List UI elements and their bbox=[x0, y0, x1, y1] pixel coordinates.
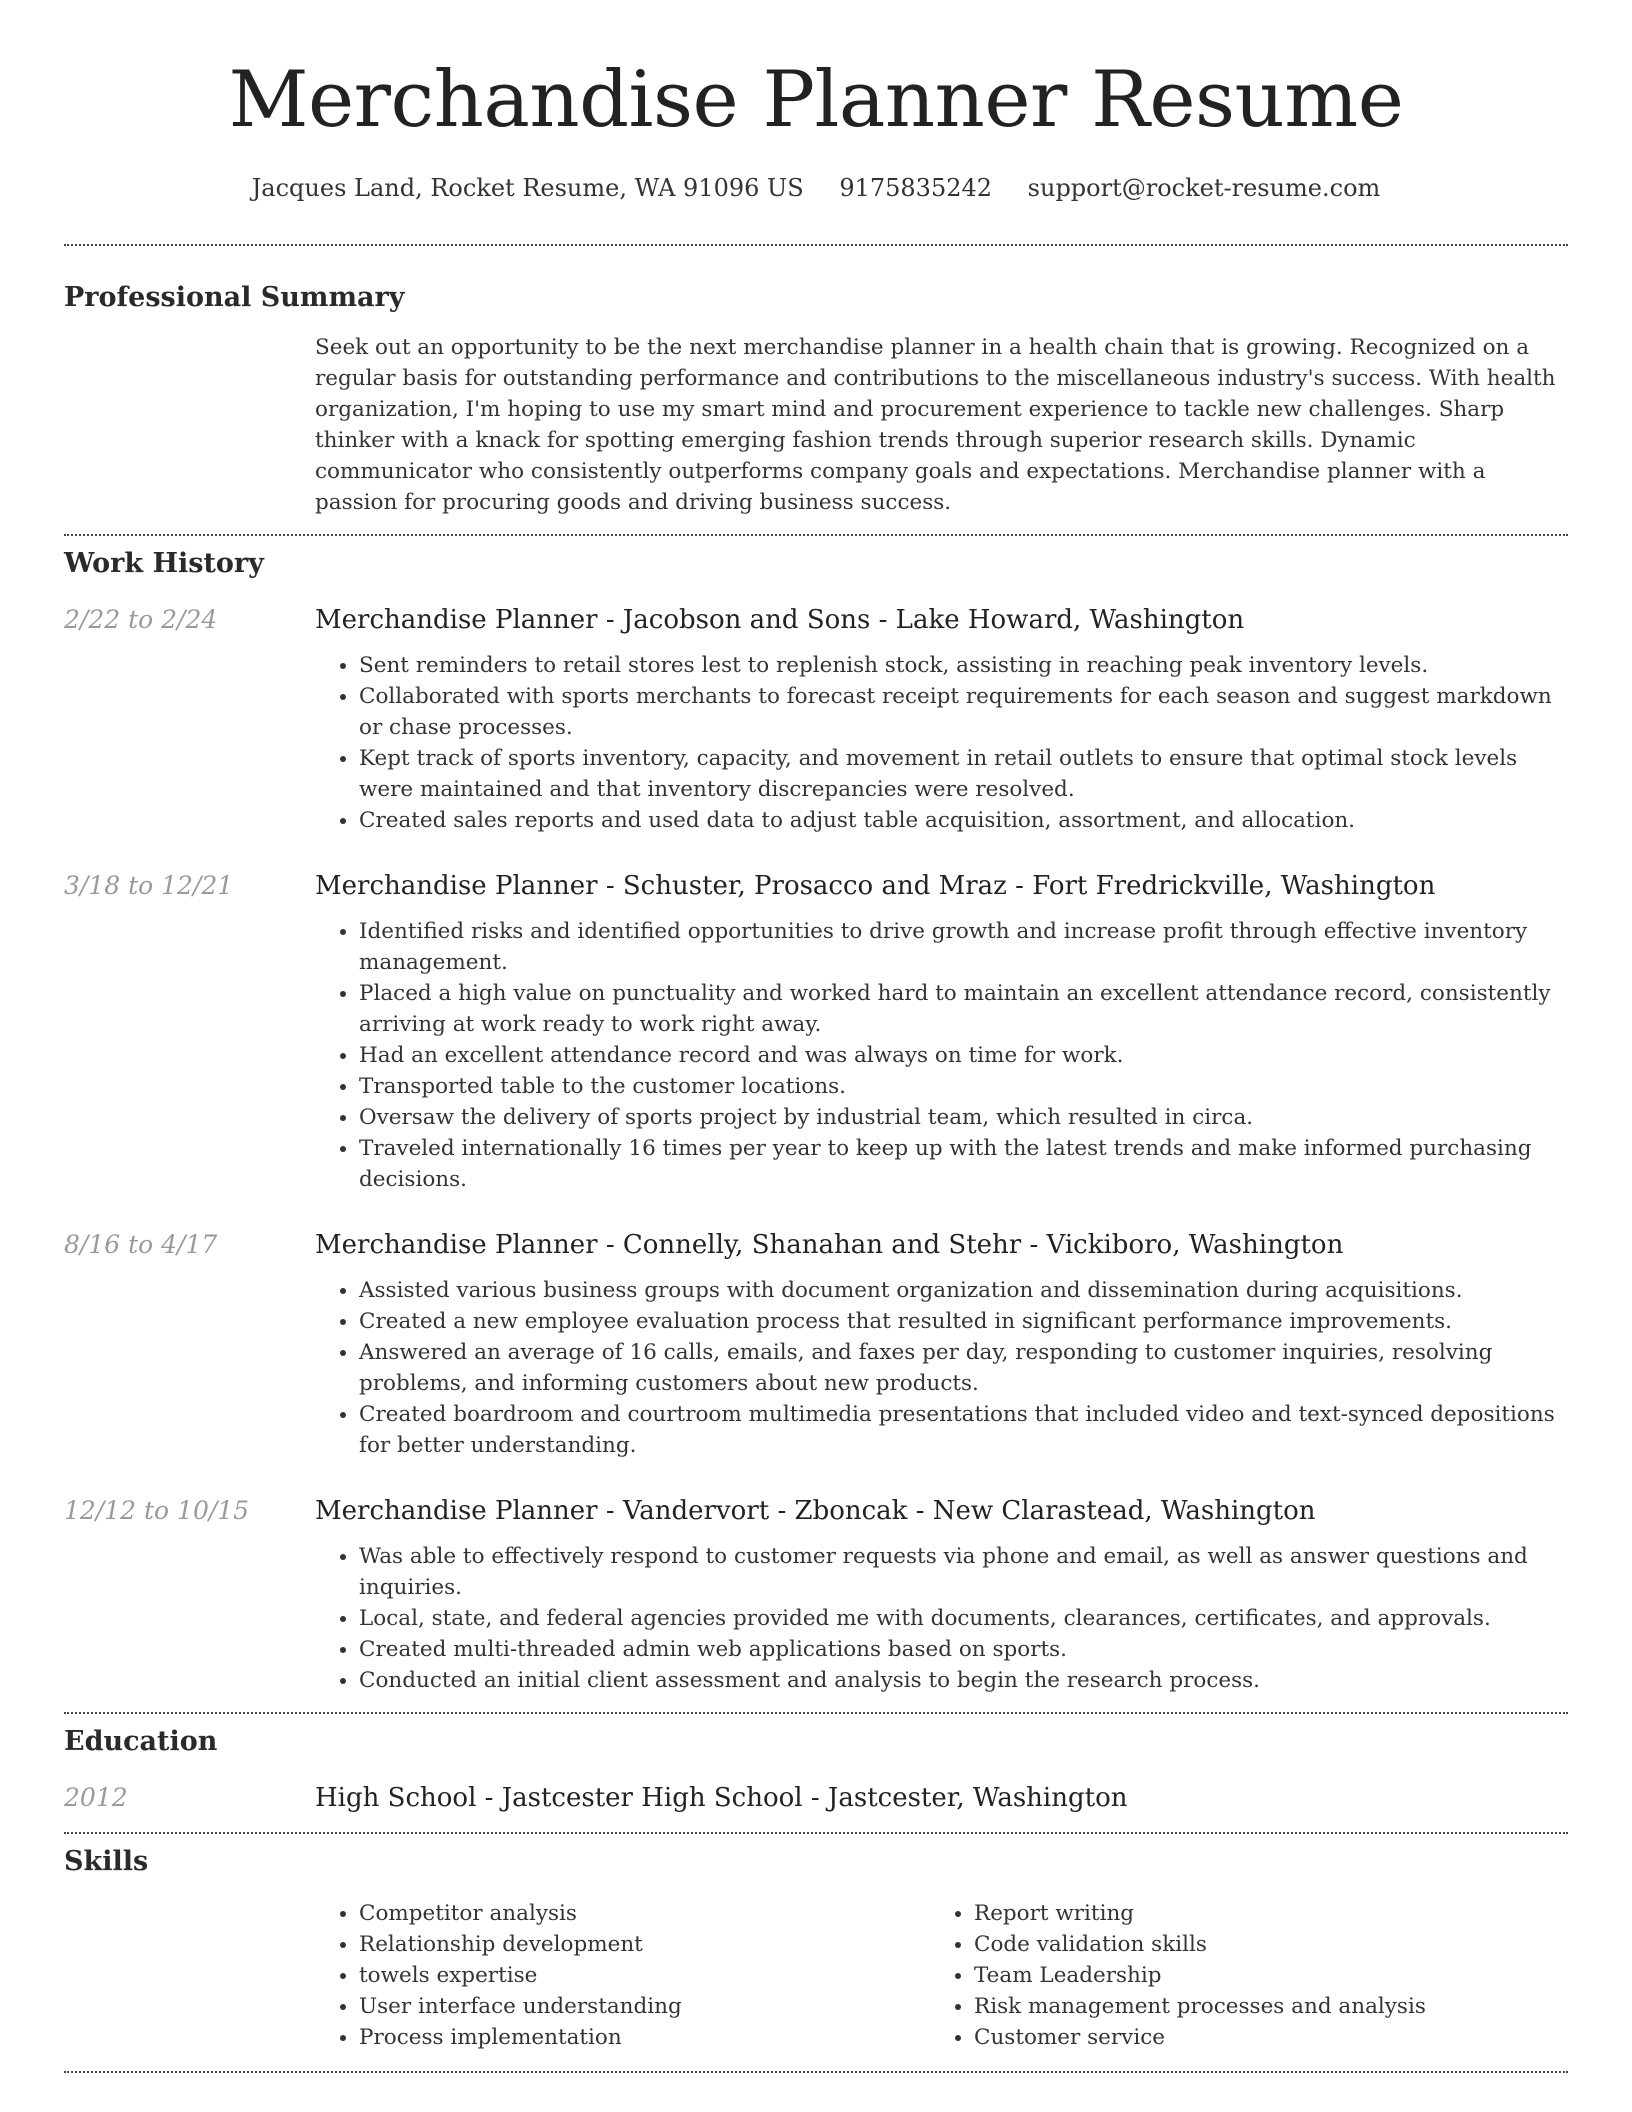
skill-item: • Team Leadership bbox=[974, 1960, 1545, 1991]
job-bullet: • Local, state, and federal agencies provided me with documents, clearances, certificates, and approvals. bbox=[359, 1603, 1568, 1634]
skills-list-left bbox=[315, 1898, 930, 2053]
work-history-section bbox=[64, 546, 1568, 1696]
job-bullets bbox=[315, 650, 1568, 836]
job-bullet: • Created multi-threaded admin web applications based on sports. bbox=[359, 1634, 1568, 1665]
skill-item: • Relationship development bbox=[359, 1929, 930, 1960]
job-entry bbox=[64, 868, 1568, 1195]
job-entry bbox=[64, 1493, 1568, 1696]
job-bullet: • Sent reminders to retail stores lest to replenish stock, assisting in reaching peak inventory levels. bbox=[359, 650, 1568, 681]
job-bullet: • Traveled internationally 16 times per year to keep up with the latest trends and make informed purchasing decisions. bbox=[359, 1133, 1568, 1195]
resume-title: Merchandise Planner Resume bbox=[228, 55, 1404, 145]
job-bullet: • Created sales reports and used data to adjust table acquisition, assortment, and allocation. bbox=[359, 805, 1568, 836]
section-title-education: Education bbox=[64, 1726, 218, 1757]
skill-item: • Customer service bbox=[974, 2022, 1545, 2053]
job-dates: 8/16 to 4/17 bbox=[64, 1230, 218, 1259]
skills-list-right bbox=[930, 1898, 1545, 2053]
job-title: Merchandise Planner - Schuster, Prosacco and Mraz - Fort Fredrickville, Washington bbox=[315, 871, 1436, 901]
job-bullet: • Oversaw the delivery of sports project by industrial team, which resulted in circa. bbox=[359, 1102, 1568, 1133]
job-dates: 12/12 to 10/15 bbox=[64, 1496, 250, 1525]
summary-text: Seek out an opportunity to be the next merchandise planner in a health chain that is growing. Recognized on a regular basis for outstanding performance and contributions to the miscellaneous industry's success. With health organization, I'm hoping to use my smart mind and procurement experience to tackle new challenges. Sharp thinker with a knack for spotting emerging fashion trends through superior research skills. Dynamic communicator who consistently outperforms company goals and expectations. Merchandise planner with a passion for procuring goods and driving business success. bbox=[315, 335, 1556, 515]
contact-phone: 9175835242 bbox=[839, 174, 993, 202]
divider bbox=[64, 1712, 1568, 1714]
job-bullet: • Had an excellent attendance record and was always on time for work. bbox=[359, 1040, 1568, 1071]
job-dates: 2/22 to 2/24 bbox=[64, 605, 218, 634]
job-bullet: • Was able to effectively respond to customer requests via phone and email, as well as answer questions and inquiries. bbox=[359, 1541, 1568, 1603]
job-entry bbox=[64, 1227, 1568, 1461]
divider bbox=[64, 1832, 1568, 1834]
divider bbox=[64, 534, 1568, 536]
job-bullet: • Answered an average of 16 calls, emails, and faxes per day, responding to customer inquiries, resolving problems, and informing customers about new products. bbox=[359, 1337, 1568, 1399]
section-title-skills: Skills bbox=[64, 1846, 149, 1877]
contact-email: support@rocket-resume.com bbox=[1027, 174, 1381, 202]
divider bbox=[64, 244, 1568, 246]
divider bbox=[64, 2071, 1568, 2073]
job-bullet: • Placed a high value on punctuality and worked hard to maintain an excellent attendance record, consistently arriving at work ready to work right away. bbox=[359, 978, 1568, 1040]
skill-item: • User interface understanding bbox=[359, 1991, 930, 2022]
skills-section bbox=[64, 1844, 1568, 2053]
contact-line bbox=[64, 170, 1568, 206]
job-title: Merchandise Planner - Vandervort - Zboncak - New Clarastead, Washington bbox=[315, 1496, 1316, 1526]
education-entry: High School - Jastcester High School - Jastcester, Washington bbox=[315, 1783, 1128, 1813]
skill-item: • Risk management processes and analysis bbox=[974, 1991, 1545, 2022]
contact-address: Jacques Land, Rocket Resume, WA 91096 US bbox=[251, 174, 804, 202]
job-bullet: • Conducted an initial client assessment and analysis to begin the research process. bbox=[359, 1665, 1568, 1696]
education-section bbox=[64, 1724, 1568, 1816]
job-bullet: • Collaborated with sports merchants to forecast receipt requirements for each season and suggest markdown or chase processes. bbox=[359, 681, 1568, 743]
job-bullet: • Transported table to the customer locations. bbox=[359, 1071, 1568, 1102]
education-year: 2012 bbox=[64, 1783, 128, 1812]
job-title: Merchandise Planner - Connelly, Shanahan and Stehr - Vickiboro, Washington bbox=[315, 1230, 1344, 1260]
job-bullets bbox=[315, 1541, 1568, 1696]
job-bullet: • Identified risks and identified opportunities to drive growth and increase profit through effective inventory management. bbox=[359, 916, 1568, 978]
job-title: Merchandise Planner - Jacobson and Sons - Lake Howard, Washington bbox=[315, 605, 1245, 635]
skill-item: • Competitor analysis bbox=[359, 1898, 930, 1929]
section-title-summary: Professional Summary bbox=[64, 282, 405, 313]
job-bullet: • Kept track of sports inventory, capacity, and movement in retail outlets to ensure that optimal stock levels were maintained and that inventory discrepancies were resolved. bbox=[359, 743, 1568, 805]
skill-item: • Report writing bbox=[974, 1898, 1545, 1929]
section-title-work-history: Work History bbox=[64, 548, 264, 579]
job-dates: 3/18 to 12/21 bbox=[64, 871, 234, 900]
job-bullets bbox=[315, 1275, 1568, 1461]
skill-item: • Process implementation bbox=[359, 2022, 930, 2053]
job-bullet: • Created boardroom and courtroom multimedia presentations that included video and text-synced depositions for better understanding. bbox=[359, 1399, 1568, 1461]
summary-section bbox=[64, 280, 1568, 518]
job-bullet: • Created a new employee evaluation process that resulted in significant performance improvements. bbox=[359, 1306, 1568, 1337]
skill-item: • Code validation skills bbox=[974, 1929, 1545, 1960]
skill-item: • towels expertise bbox=[359, 1960, 930, 1991]
job-bullets bbox=[315, 916, 1568, 1195]
job-entry bbox=[64, 602, 1568, 836]
job-bullet: • Assisted various business groups with document organization and dissemination during acquisitions. bbox=[359, 1275, 1568, 1306]
